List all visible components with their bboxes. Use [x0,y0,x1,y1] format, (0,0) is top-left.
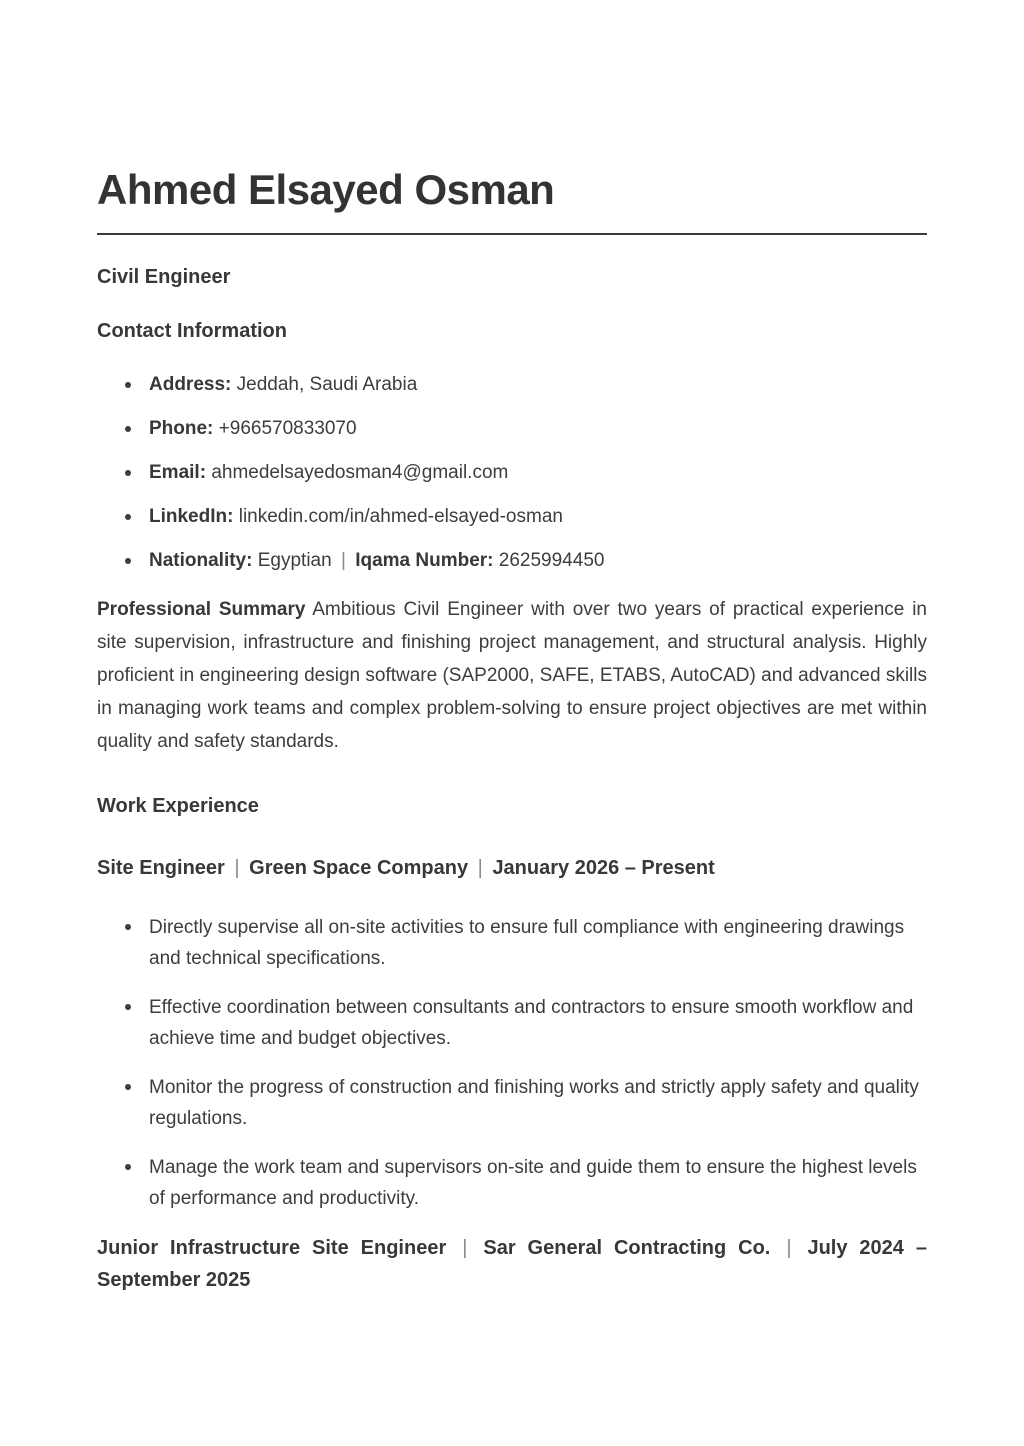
contact-label: Phone: [149,418,214,440]
contact-label: Address: [149,374,232,396]
list-item [97,417,927,441]
contact-label: Nationality: [149,550,253,572]
contact-label: Iqama Number: [355,550,494,572]
contact-label: LinkedIn: [149,506,234,528]
job-heading [97,1232,927,1296]
job-heading [97,852,927,884]
header-divider [97,233,927,235]
list-item: Directly supervise all on-site activities to ensure full compliance with engineering drawings and technical specifications. [97,912,927,974]
job-title: Site Engineer [97,857,225,880]
contact-value: +966570833070 [218,418,357,440]
list-item: Effective coordination between consultants and contractors to ensure smooth workflow and achieve time and budget objectives. [97,992,927,1054]
contact-value: linkedin.com/in/ahmed-elsayed-osman [238,506,563,528]
resume-header [97,167,927,235]
summary-text: Ambitious Civil Engineer with over two years of practical experience in site supervision, infrastructure and finishing project management, and structural analysis. Highly proficient in engineering design software (SAP2000, SAFE, ETABS, AutoCAD) and advanced skills in managing work teams and complex problem-solving to ensure project objectives are met within quality and safety standards. [97,599,927,753]
separator: | [462,1237,468,1260]
job-title: Junior Infrastructure Site Engineer [97,1237,447,1260]
contact-list [97,373,927,573]
role-heading: Civil Engineer [97,266,231,289]
separator: | [786,1237,792,1260]
work-experience-heading: Work Experience [97,795,259,818]
job-dates: January 2026 – Present [492,857,715,880]
page-title: Ahmed Elsayed Osman [97,166,555,213]
separator: | [477,857,483,880]
job-dates: July 2024 – September 2025 [97,1237,927,1292]
separator: | [340,550,346,572]
list-item [97,505,927,529]
list-item: Monitor the progress of construction and finishing works and strictly apply safety and quality regulations. [97,1072,927,1134]
separator: | [234,857,240,880]
job-bullet-list [97,912,927,1214]
job-company: Sar General Contracting Co. [483,1237,771,1260]
contact-heading: Contact Information [97,320,287,343]
summary-heading: Professional Summary [97,599,306,621]
professional-summary [97,593,927,758]
contact-value: Egyptian [257,550,332,572]
contact-value: Jeddah, Saudi Arabia [236,374,418,396]
job-company: Green Space Company [249,857,469,880]
list-item: Manage the work team and supervisors on-site and guide them to ensure the highest levels of performance and productivity. [97,1152,927,1214]
contact-value: 2625994450 [498,550,605,572]
list-item [97,373,927,397]
list-item [97,461,927,485]
contact-label: Email: [149,462,207,484]
list-item [97,549,927,573]
contact-value: ahmedelsayedosman4@gmail.com [211,462,509,484]
